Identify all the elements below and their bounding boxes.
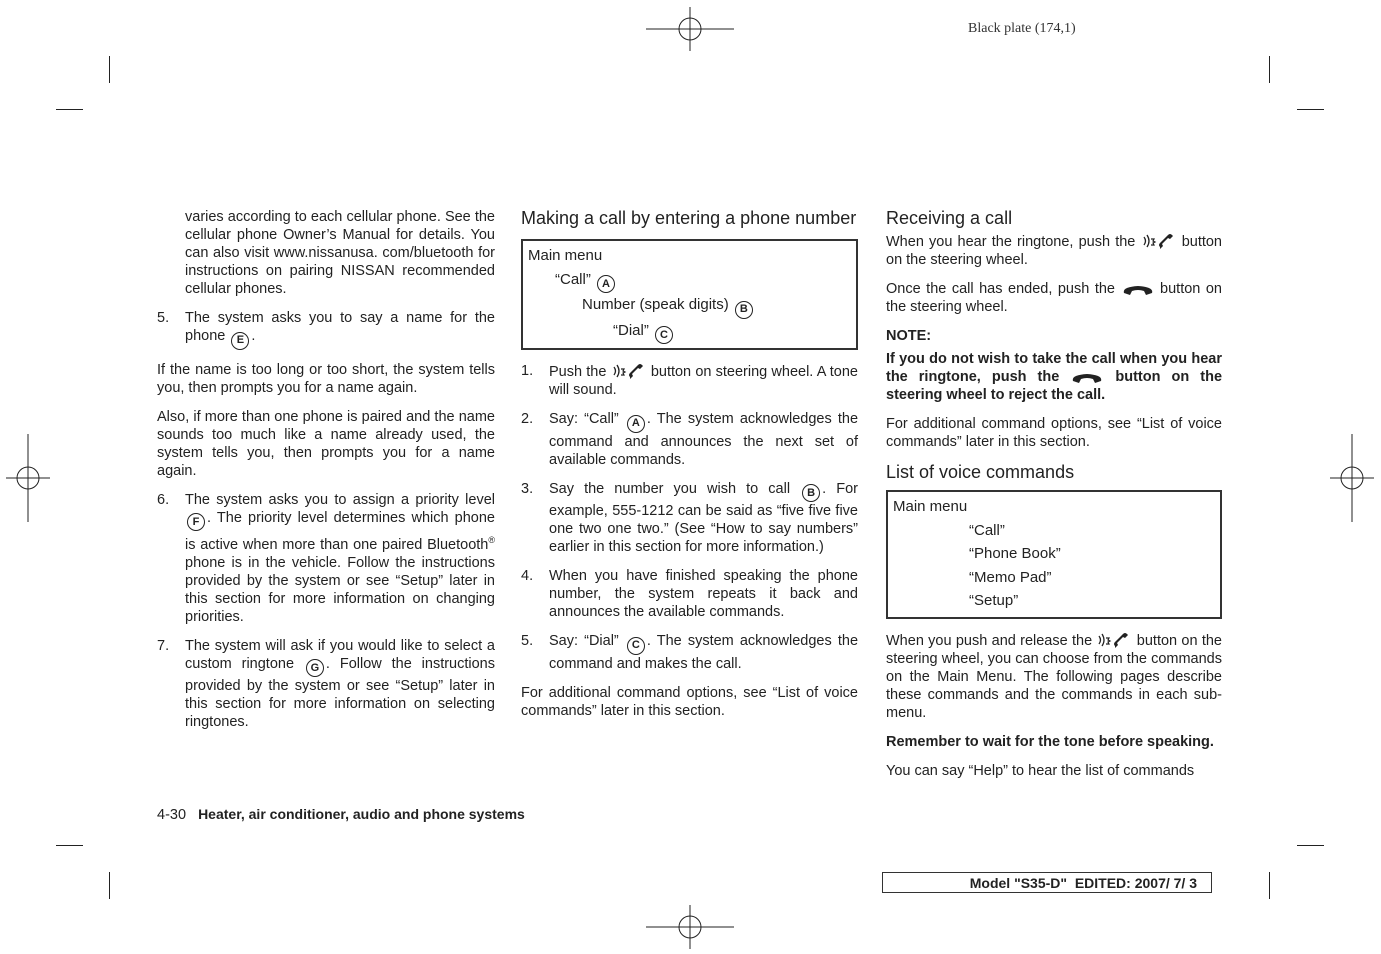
list-item-1	[521, 362, 858, 399]
registration-mark-bottom	[646, 905, 734, 949]
column-3	[886, 208, 1222, 791]
column-1	[157, 208, 495, 742]
hang-up-icon	[1121, 283, 1155, 297]
callout-g-icon: G	[306, 659, 324, 677]
item-text: . For example, 555-1212 can be said as “five five five one two one two.” (See “How to say numbers” earlier in this section for more information.)	[549, 480, 859, 555]
item-text: . The system acknowledges the command and makes the call.	[549, 633, 859, 672]
menu-level-3: “Dial” C	[528, 319, 849, 345]
item-text: button on steering wheel. A tone will sound.	[549, 364, 859, 398]
section-heading: Making a call by entering a phone number	[521, 208, 857, 228]
list-item-6	[157, 491, 495, 626]
list-item-7	[157, 637, 495, 732]
talk-phone-icon	[611, 362, 647, 380]
hang-up-icon	[1070, 371, 1104, 385]
callout-c-icon: C	[627, 637, 645, 655]
item-text: When you have finished speaking the phone number, the system repeats it back and announces the available commands.	[549, 568, 858, 620]
registration-mark-left	[6, 434, 50, 522]
item-text: Push the	[549, 364, 607, 380]
item-text: Say the number you wish to call	[549, 480, 791, 497]
menu-title: Main menu	[893, 498, 968, 515]
item-text: phone is in the vehicle. Follow the instructions provided by the system or see “Setup” later in this section for more information on changing priorities.	[185, 554, 495, 625]
paragraph: You can say “Help” to hear the list of commands	[886, 762, 1195, 779]
item-number: 5.	[521, 633, 534, 649]
talk-phone-icon	[1141, 232, 1177, 250]
paragraph: When you hear the ringtone, push the button on the steering wheel.	[886, 234, 1223, 268]
registered-mark: ®	[488, 535, 495, 545]
menu-item-phone-book: “Phone Book”	[969, 545, 1061, 562]
page-number: 4-30	[157, 807, 187, 823]
menu-item-call: “Call”	[969, 521, 1005, 539]
edited-date: EDITED: 2007/ 7/ 3	[1074, 875, 1197, 891]
callout-a-icon: A	[597, 275, 615, 293]
list-item-5	[157, 309, 495, 350]
registration-mark-top	[646, 7, 734, 51]
page-footer	[157, 806, 525, 823]
callout-a-icon: A	[627, 415, 645, 433]
model-label: Model	[969, 875, 1011, 891]
paragraph: Once the call has ended, push the button on the steering wheel.	[886, 281, 1222, 315]
paragraph: Also, if more than one phone is paired and the name sounds too much like a name already used, the system tells you, then prompts you for a name again.	[157, 408, 495, 479]
item-text: The system asks you to assign a priority level	[185, 491, 495, 508]
menu-item-memo-pad: “Memo Pad”	[969, 568, 1052, 586]
menu-item-setup: “Setup”	[969, 592, 1019, 609]
callout-b-icon: B	[802, 484, 820, 502]
item-text: Say: “Dial”	[549, 633, 619, 649]
menu-title: Main menu	[528, 247, 603, 264]
talk-phone-icon	[1096, 631, 1132, 649]
callout-f-icon: F	[187, 513, 205, 531]
item-text: The system asks you to say a name for the phone	[185, 310, 495, 344]
menu-diagram	[521, 239, 858, 350]
paragraph: If the name is too long or too short, the system tells you, then prompts you for a name again.	[157, 361, 495, 396]
note-text: If you do not wish to take the call when you hear the ringtone, push the button on the steering wheel to reject the call.	[886, 351, 1223, 403]
callout-b-icon: B	[735, 301, 753, 319]
note-label: NOTE:	[886, 328, 932, 344]
section-heading: List of voice commands	[886, 462, 1075, 482]
column-2	[521, 208, 858, 731]
section-heading: Receiving a call	[886, 208, 1013, 228]
plate-label: Black plate (174,1)	[968, 21, 1076, 36]
paragraph: For additional command options, see “List of voice commands” later in this section.	[886, 416, 1222, 450]
model-box	[882, 872, 1212, 893]
voice-commands-menu	[886, 490, 1222, 619]
callout-c-icon: C	[655, 326, 673, 344]
item-number: 6.	[157, 491, 170, 508]
list-item-2	[521, 410, 858, 469]
callout-e-icon: E	[231, 332, 249, 350]
registration-mark-right	[1330, 434, 1374, 522]
item-number: 1.	[521, 363, 534, 379]
item-text: . Follow the instructions provided by the system or see “Setup” later in this section for more information on selecting ringtones.	[185, 655, 495, 731]
item-text: Say: “Call”	[549, 411, 619, 427]
menu-level-2: Number (speak digits) B	[528, 293, 849, 319]
item-number: 5.	[157, 310, 170, 326]
intro-paragraph: varies according to each cellular phone. See the cellular phone Owner’s Manual for details. You can also visit www.nissanusa. com/bluetooth for instructions on pairing NISSAN recommended cellular phones.	[185, 209, 495, 297]
item-number: 7.	[157, 637, 170, 654]
item-number: 2.	[521, 411, 534, 427]
remember-note: Remember to wait for the tone before speaking.	[886, 733, 1214, 750]
item-text: .	[251, 328, 256, 344]
outro-paragraph: For additional command options, see “List of voice commands” later in this section.	[521, 684, 858, 719]
list-item-4	[521, 567, 858, 621]
section-title: Heater, air conditioner, audio and phone systems	[198, 806, 525, 822]
item-number: 4.	[521, 568, 534, 584]
item-text: . The system acknowledges the command and announces the next set of available commands.	[549, 411, 859, 468]
menu-level-1: “Call” A	[528, 268, 849, 294]
paragraph: When you push and release the button on the steering wheel, you can choose from the commands on the Main Menu. The following pages describe these commands and the commands in each sub-menu.	[886, 632, 1222, 721]
list-item-3	[521, 480, 858, 557]
item-text: . The priority level determines which phone is active when more than one paired Bluetooth	[185, 509, 495, 553]
item-text: The system will ask if you would like to select a custom ringtone	[185, 637, 495, 672]
list-item-5	[521, 632, 858, 673]
model-code: "S35-D"	[1014, 875, 1068, 891]
item-number: 3.	[521, 480, 534, 497]
